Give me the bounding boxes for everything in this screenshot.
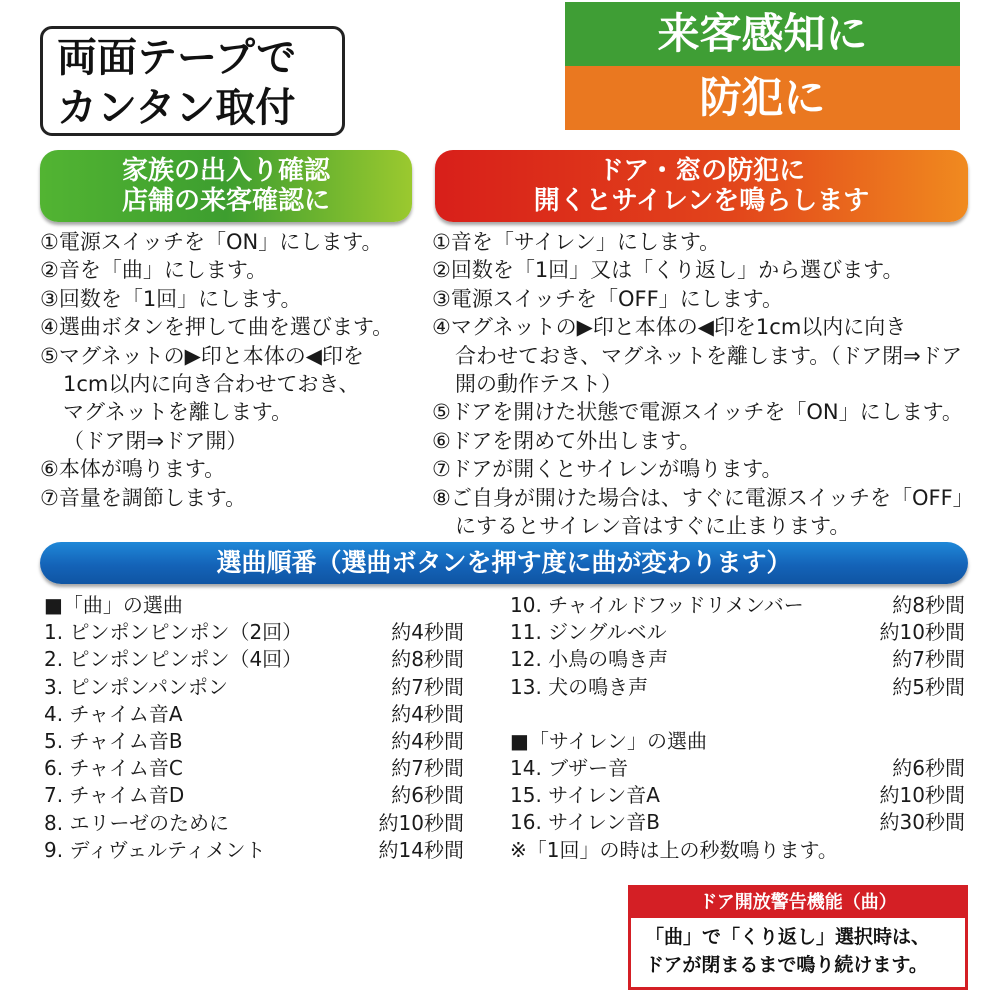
song-name: 9. ディヴェルティメント bbox=[44, 837, 266, 862]
step-item-continued: 開の動作テスト） bbox=[455, 372, 623, 397]
song-row bbox=[44, 755, 464, 782]
song-name: 14. ブザー音 bbox=[510, 756, 629, 781]
door-window-heading bbox=[435, 150, 968, 222]
song-name: 8. エリーゼのために bbox=[44, 810, 230, 835]
song-duration: 約6秒間 bbox=[892, 756, 965, 781]
step-item: ③電源スイッチを「OFF」にします。 bbox=[432, 286, 783, 311]
list-spacer bbox=[510, 701, 965, 728]
step-item: ③回数を「1回」にします。 bbox=[40, 286, 302, 311]
song-row bbox=[510, 646, 965, 673]
song-row bbox=[44, 701, 464, 728]
song-duration: 約4秒間 bbox=[391, 701, 464, 726]
warning-title: ドア開放警告機能（曲） bbox=[631, 888, 965, 918]
family-store-heading bbox=[40, 150, 412, 222]
step-item: ⑤マグネットの▶印と本体の◀印を bbox=[40, 343, 364, 368]
security-steps-list bbox=[432, 228, 977, 540]
song-name: 6. チャイム音C bbox=[44, 756, 183, 781]
song-row bbox=[44, 619, 464, 646]
song-row bbox=[44, 674, 464, 701]
warning-body bbox=[631, 918, 965, 979]
song-name: 15. サイレン音A bbox=[510, 783, 660, 808]
door-window-heading-line-1: ドア・窓の防犯に bbox=[597, 156, 806, 186]
visitor-detection-tag: 来客感知に bbox=[565, 2, 960, 66]
step-item-continued: （ドア閉⇒ドア開） bbox=[63, 428, 248, 453]
song-duration: 約7秒間 bbox=[892, 647, 965, 672]
song-name: 13. 犬の鳴き声 bbox=[510, 674, 649, 699]
visitor-steps-list bbox=[40, 228, 430, 512]
tape-line-2: カンタン取付 bbox=[57, 85, 296, 131]
step-item: ④マグネットの▶印と本体の◀印を1cm以内に向き bbox=[432, 315, 907, 340]
song-duration: 約10秒間 bbox=[378, 810, 464, 835]
step-item: ⑦音量を調節します。 bbox=[40, 485, 247, 510]
song-duration: 約6秒間 bbox=[391, 783, 464, 808]
song-duration: 約8秒間 bbox=[391, 647, 464, 672]
song-list-right bbox=[510, 592, 965, 864]
song-name: 2. ピンポンピンポン（4回） bbox=[44, 647, 303, 672]
song-row bbox=[510, 782, 965, 809]
door-window-heading-line-2: 開くとサイレンを鳴らします bbox=[533, 186, 870, 216]
door-open-warning-box bbox=[628, 885, 968, 990]
song-name: 3. ピンポンパンポン bbox=[44, 674, 229, 699]
song-duration: 約5秒間 bbox=[892, 674, 965, 699]
song-name: 1. ピンポンピンポン（2回） bbox=[44, 620, 303, 645]
song-row bbox=[510, 674, 965, 701]
song-duration: 約7秒間 bbox=[391, 674, 464, 699]
song-row bbox=[44, 810, 464, 837]
song-order-heading: 選曲順番（選曲ボタンを押す度に曲が変わります） bbox=[40, 542, 968, 584]
song-duration: 約30秒間 bbox=[879, 810, 965, 835]
song-duration: 約14秒間 bbox=[378, 837, 464, 862]
song-duration: 約4秒間 bbox=[391, 729, 464, 754]
warning-line-1: 「曲」で「くり返し」選択時は、 bbox=[645, 926, 931, 948]
song-name: 10. チャイルドフッドリメンバー bbox=[510, 593, 804, 617]
siren-header: ■「サイレン」の選曲 bbox=[510, 728, 707, 753]
song-row bbox=[510, 619, 965, 646]
song-row bbox=[510, 755, 965, 782]
song-row bbox=[510, 592, 965, 619]
one-time-note: ※「1回」の時は上の秒数鳴ります。 bbox=[510, 837, 838, 862]
song-name: 5. チャイム音B bbox=[44, 729, 183, 754]
step-item: ⑧ご自身が開けた場合は、すぐに電源スイッチを「OFF」 bbox=[432, 485, 974, 510]
song-duration: 約10秒間 bbox=[879, 783, 965, 808]
warning-line-2: ドアが閉まるまで鳴り続けます。 bbox=[645, 954, 928, 976]
step-item-continued: 合わせておき、マグネットを離します。（ドア閉⇒ドア bbox=[455, 343, 963, 368]
step-item: ⑥本体が鳴ります。 bbox=[40, 457, 226, 482]
family-store-heading-line-1: 家族の出入り確認 bbox=[121, 156, 330, 186]
step-item: ⑤ドアを開けた状態で電源スイッチを「ON」にします。 bbox=[432, 400, 963, 425]
song-name: 7. チャイム音D bbox=[44, 783, 185, 808]
family-store-heading-line-2: 店舗の来客確認に bbox=[121, 186, 330, 216]
step-item: ⑦ドアが開くとサイレンが鳴ります。 bbox=[432, 457, 783, 482]
song-row bbox=[510, 809, 965, 836]
kyoku-song-list-left bbox=[44, 592, 464, 864]
step-item: ②音を「曲」にします。 bbox=[40, 258, 268, 283]
crime-prevention-tag: 防犯に bbox=[565, 66, 960, 130]
tape-line-1: 両面テープで bbox=[57, 35, 297, 81]
song-name: 12. 小鳥の鳴き声 bbox=[510, 647, 669, 672]
step-item: ②回数を「1回」又は「くり返し」から選びます。 bbox=[432, 258, 904, 283]
step-item-continued: マグネットを離します。 bbox=[63, 400, 293, 425]
step-item-continued: 1cm以内に向き合わせておき、 bbox=[63, 372, 360, 397]
step-item-continued: にするとサイレン音はすぐに止まります。 bbox=[455, 514, 851, 539]
step-item: ①電源スイッチを「ON」にします。 bbox=[40, 230, 383, 254]
song-name: 11. ジングルベル bbox=[510, 620, 667, 645]
song-duration: 約8秒間 bbox=[892, 593, 965, 617]
song-row bbox=[44, 782, 464, 809]
song-name: 4. チャイム音A bbox=[44, 701, 183, 726]
step-item: ④選曲ボタンを押して曲を選びます。 bbox=[40, 315, 394, 340]
step-item: ⑥ドアを閉めて外出します。 bbox=[432, 428, 701, 453]
step-item: ①音を「サイレン」にします。 bbox=[432, 230, 721, 254]
song-row bbox=[44, 646, 464, 673]
song-duration: 約7秒間 bbox=[391, 756, 464, 781]
easy-install-callout bbox=[40, 26, 345, 136]
song-row bbox=[44, 728, 464, 755]
song-row bbox=[44, 837, 464, 864]
song-duration: 約10秒間 bbox=[879, 620, 965, 645]
kyoku-header: ■「曲」の選曲 bbox=[44, 593, 183, 617]
song-name: 16. サイレン音B bbox=[510, 810, 660, 835]
song-duration: 約4秒間 bbox=[391, 620, 464, 645]
